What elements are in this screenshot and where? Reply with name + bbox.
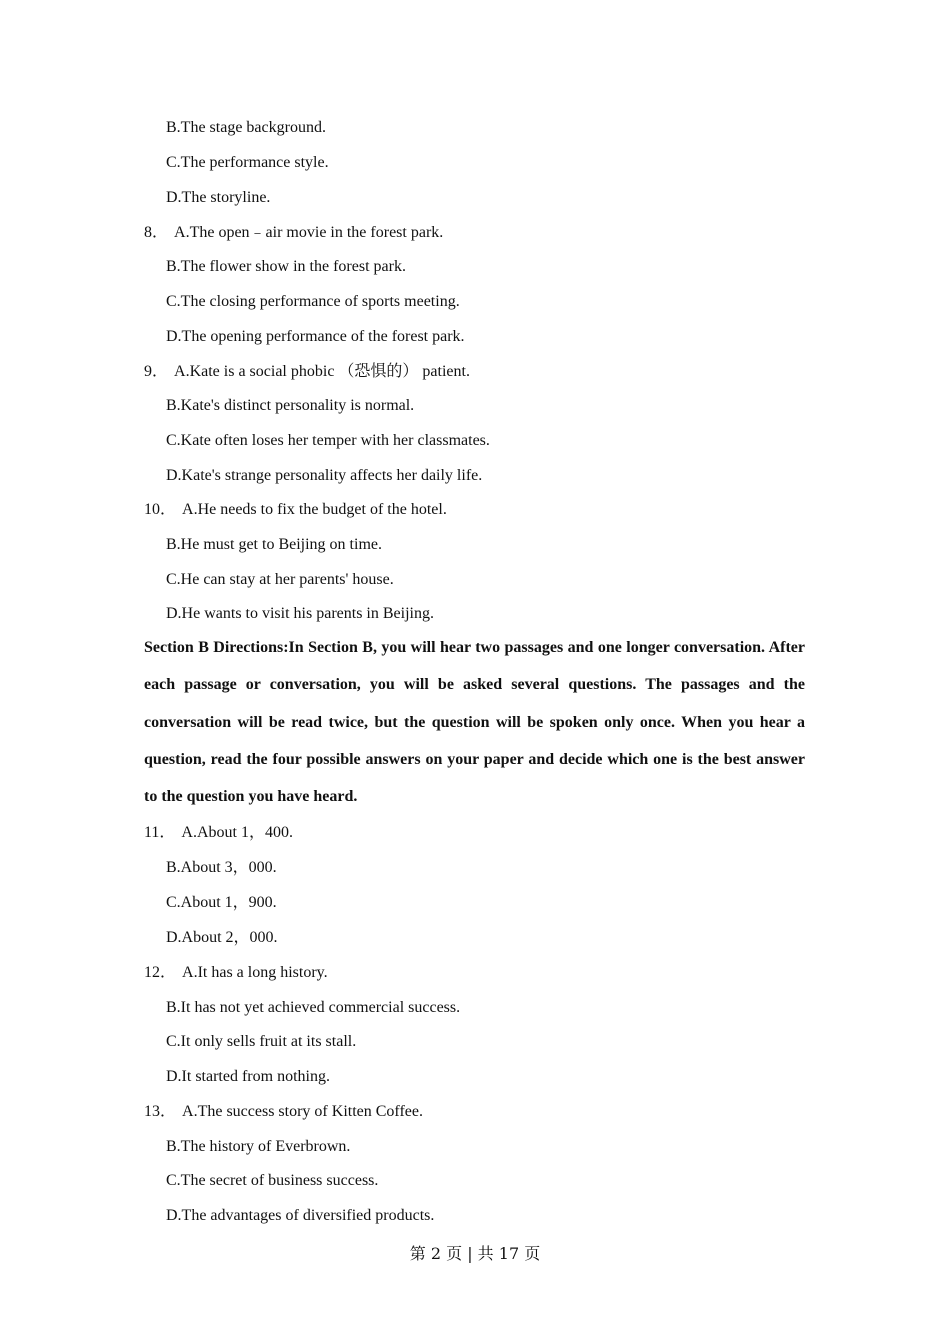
option-13-b: B.The history of Everbrown.	[166, 1138, 351, 1155]
option-8-c: C.The closing performance of sports meeting.	[166, 293, 460, 310]
option-12-d: D.It started from nothing.	[166, 1068, 330, 1085]
question-number: 8．	[144, 224, 169, 241]
section-b-directions: Section B Directions:In Section B, you will hear two passages and one longer conversation. After each passage or conversation, you will be asked several questions. The passages and the conversation will be read twice, but the question will be spoken only once. When you hear a question, read the four possible answers on your paper and decide which one is the best answer to the question you have heard.	[144, 639, 805, 806]
question-12	[144, 963, 328, 983]
option-9-c: C.Kate often loses her temper with her classmates.	[166, 432, 490, 449]
option-10-b: B.He must get to Beijing on time.	[166, 536, 382, 553]
question-number: 11．	[144, 824, 176, 841]
option-11-d: D.About 2，000.	[166, 929, 278, 946]
option-7-d: D.The storyline.	[166, 189, 271, 206]
option-12-a: A.It has a long history.	[182, 964, 328, 981]
question-number: 9．	[144, 363, 169, 380]
question-10	[144, 500, 447, 520]
option-13-d: D.The advantages of diversified products.	[166, 1207, 435, 1224]
option-10-a: A.He needs to fix the budget of the hotel.	[182, 501, 447, 518]
question-number: 12．	[144, 964, 177, 981]
option-10-c: C.He can stay at her parents' house.	[166, 571, 394, 588]
option-13-c: C.The secret of business success.	[166, 1172, 379, 1189]
option-12-b: B.It has not yet achieved commercial success.	[166, 999, 461, 1016]
option-9-a: A.Kate is a social phobic （恐惧的） patient.	[174, 363, 470, 380]
option-8-d: D.The opening performance of the forest park.	[166, 328, 465, 345]
option-12-c: C.It only sells fruit at its stall.	[166, 1033, 357, 1050]
question-11	[144, 823, 293, 843]
question-number: 10．	[144, 501, 177, 518]
option-9-b: B.Kate's distinct personality is normal.	[166, 397, 415, 414]
question-9	[144, 362, 470, 382]
option-7-b: B.The stage background.	[166, 119, 326, 136]
option-8-a: A.The open﹣air movie in the forest park.	[174, 224, 444, 241]
option-11-c: C.About 1，900.	[166, 894, 277, 911]
option-11-b: B.About 3，000.	[166, 859, 277, 876]
option-11-a: A.About 1，400.	[181, 824, 293, 841]
question-number: 13．	[144, 1103, 177, 1120]
question-8	[144, 223, 443, 243]
page-footer: 第 2 页 | 共 17 页	[409, 1244, 541, 1263]
option-7-c: C.The performance style.	[166, 154, 329, 171]
option-13-a: A.The success story of Kitten Coffee.	[182, 1103, 423, 1120]
question-13	[144, 1102, 423, 1122]
option-8-b: B.The flower show in the forest park.	[166, 258, 406, 275]
option-10-d: D.He wants to visit his parents in Beijing.	[166, 605, 434, 622]
option-9-d: D.Kate's strange personality affects her daily life.	[166, 467, 483, 484]
